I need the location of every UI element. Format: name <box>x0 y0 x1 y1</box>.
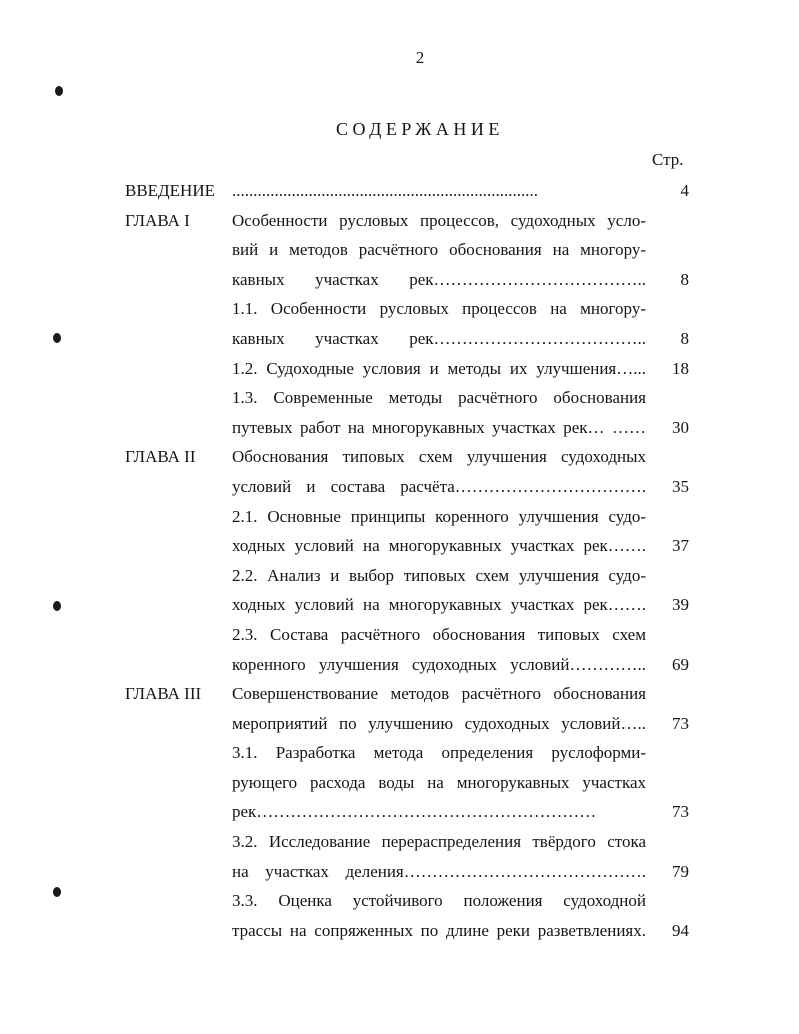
toc-page-number: 39 <box>672 595 689 615</box>
toc-page-number: 4 <box>680 181 689 200</box>
toc-entry <box>0 176 799 206</box>
toc-entry-line: 1.3. Современные методы расчётного обоснования <box>232 388 646 408</box>
toc-entry-text <box>232 620 646 679</box>
toc-entry-text <box>232 354 646 384</box>
toc-entry-line: коренного улучшения судоходных условий………….. <box>232 654 646 674</box>
toc-page-number: 94 <box>672 920 689 940</box>
toc-entry-line: мероприятий по улучшению судоходных условий….. <box>232 713 646 733</box>
toc-entry-line: кавных участках рек……………………………….. <box>232 328 646 348</box>
toc-chapter-label: ГЛАВА II <box>125 447 196 467</box>
toc-entry-line: 2.1. Основные принципы коренного улучшения судо- <box>232 506 646 526</box>
toc-entry <box>0 354 799 384</box>
toc-chapter-label: ГЛАВА III <box>125 684 202 704</box>
toc-entry <box>0 442 799 501</box>
toc-entry-line: ........................................................................ <box>232 181 538 200</box>
toc-entry-text <box>232 827 646 886</box>
toc-entry <box>0 679 799 738</box>
toc-entry-line: 3.3. Оценка устойчивого положения судоходной <box>232 891 646 911</box>
toc-entry-text <box>232 176 646 206</box>
toc-entry-line: рек…………………………………………………… <box>232 802 597 822</box>
toc-page-number: 8 <box>680 328 689 348</box>
toc-page-number: 18 <box>672 358 689 378</box>
toc-entry-text <box>232 679 646 738</box>
toc-entry-line: вий и методов расчётного обоснования на многору- <box>232 240 646 260</box>
toc-page-number: 37 <box>672 536 689 556</box>
toc-chapter-label: ВВЕДЕНИЕ <box>125 181 215 200</box>
toc-entry-line: ходных условий на многорукавных участках рек……. <box>232 595 646 615</box>
toc-entry-line: условий и состава расчёта……………………………. <box>232 476 646 496</box>
toc-entry-text <box>232 294 646 353</box>
toc-entry-text <box>232 561 646 620</box>
toc-chapter-label: ГЛАВА I <box>125 210 190 230</box>
toc-entry <box>0 620 799 679</box>
toc-entry-text <box>232 738 646 827</box>
toc-entry <box>0 738 799 827</box>
toc-entry-line: 1.2. Судоходные условия и методы их улучшения…... <box>232 358 646 378</box>
table-of-contents <box>0 176 799 945</box>
toc-entry <box>0 206 799 295</box>
toc-page-number: 73 <box>672 713 689 733</box>
toc-entry-line: Особенности русловых процессов, судоходных усло- <box>232 210 646 230</box>
toc-entry-line: ходных условий на многорукавных участках рек……. <box>232 536 646 556</box>
toc-entry-line: рующего расхода воды на многорукавных участках <box>232 772 646 792</box>
toc-entry-text <box>232 206 646 295</box>
page-number: 2 <box>415 48 425 67</box>
toc-entry-line: 2.3. Состава расчётного обоснования типовых схем <box>232 624 646 644</box>
toc-entry <box>0 383 799 442</box>
toc-entry-line: 2.2. Анализ и выбор типовых схем улучшения судо- <box>232 565 646 585</box>
toc-entry-line: Обоснования типовых схем улучшения судоходных <box>232 447 646 467</box>
toc-entry <box>0 561 799 620</box>
toc-entry <box>0 502 799 561</box>
toc-page-number: 69 <box>672 654 689 674</box>
toc-entry-text <box>232 383 646 442</box>
toc-entry <box>0 294 799 353</box>
toc-page-number: 30 <box>672 417 689 437</box>
toc-entry-text <box>232 502 646 561</box>
binding-hole-mark <box>55 86 63 96</box>
toc-entry-line: на участках деления……………………………………. <box>232 861 646 881</box>
toc-entry-line: трассы на сопряженных по длине реки разветвлениях. <box>232 920 646 940</box>
toc-entry <box>0 886 799 945</box>
toc-entry-line: 3.1. Разработка метода определения руслоформи- <box>232 743 646 763</box>
toc-entry-line: путевых работ на многорукавных участках рек… …… <box>232 417 646 437</box>
toc-entry-line: Совершенствование методов расчётного обоснования <box>232 684 646 704</box>
toc-page-number: 8 <box>680 269 689 289</box>
toc-entry <box>0 827 799 886</box>
page-title: СОДЕРЖАНИЕ <box>336 119 504 139</box>
toc-page-number: 73 <box>672 802 689 822</box>
toc-entry-line: 3.2. Исследование перераспределения твёрдого стока <box>232 832 646 852</box>
toc-entry-text <box>232 442 646 501</box>
toc-page-number: 79 <box>672 861 689 881</box>
page-column-header: Стр. <box>652 150 684 169</box>
toc-entry-line: кавных участках рек……………………………….. <box>232 269 646 289</box>
toc-page-number: 35 <box>672 476 689 496</box>
toc-entry-line: 1.1. Особенности русловых процессов на многору- <box>232 299 646 319</box>
toc-entry-text <box>232 886 646 945</box>
